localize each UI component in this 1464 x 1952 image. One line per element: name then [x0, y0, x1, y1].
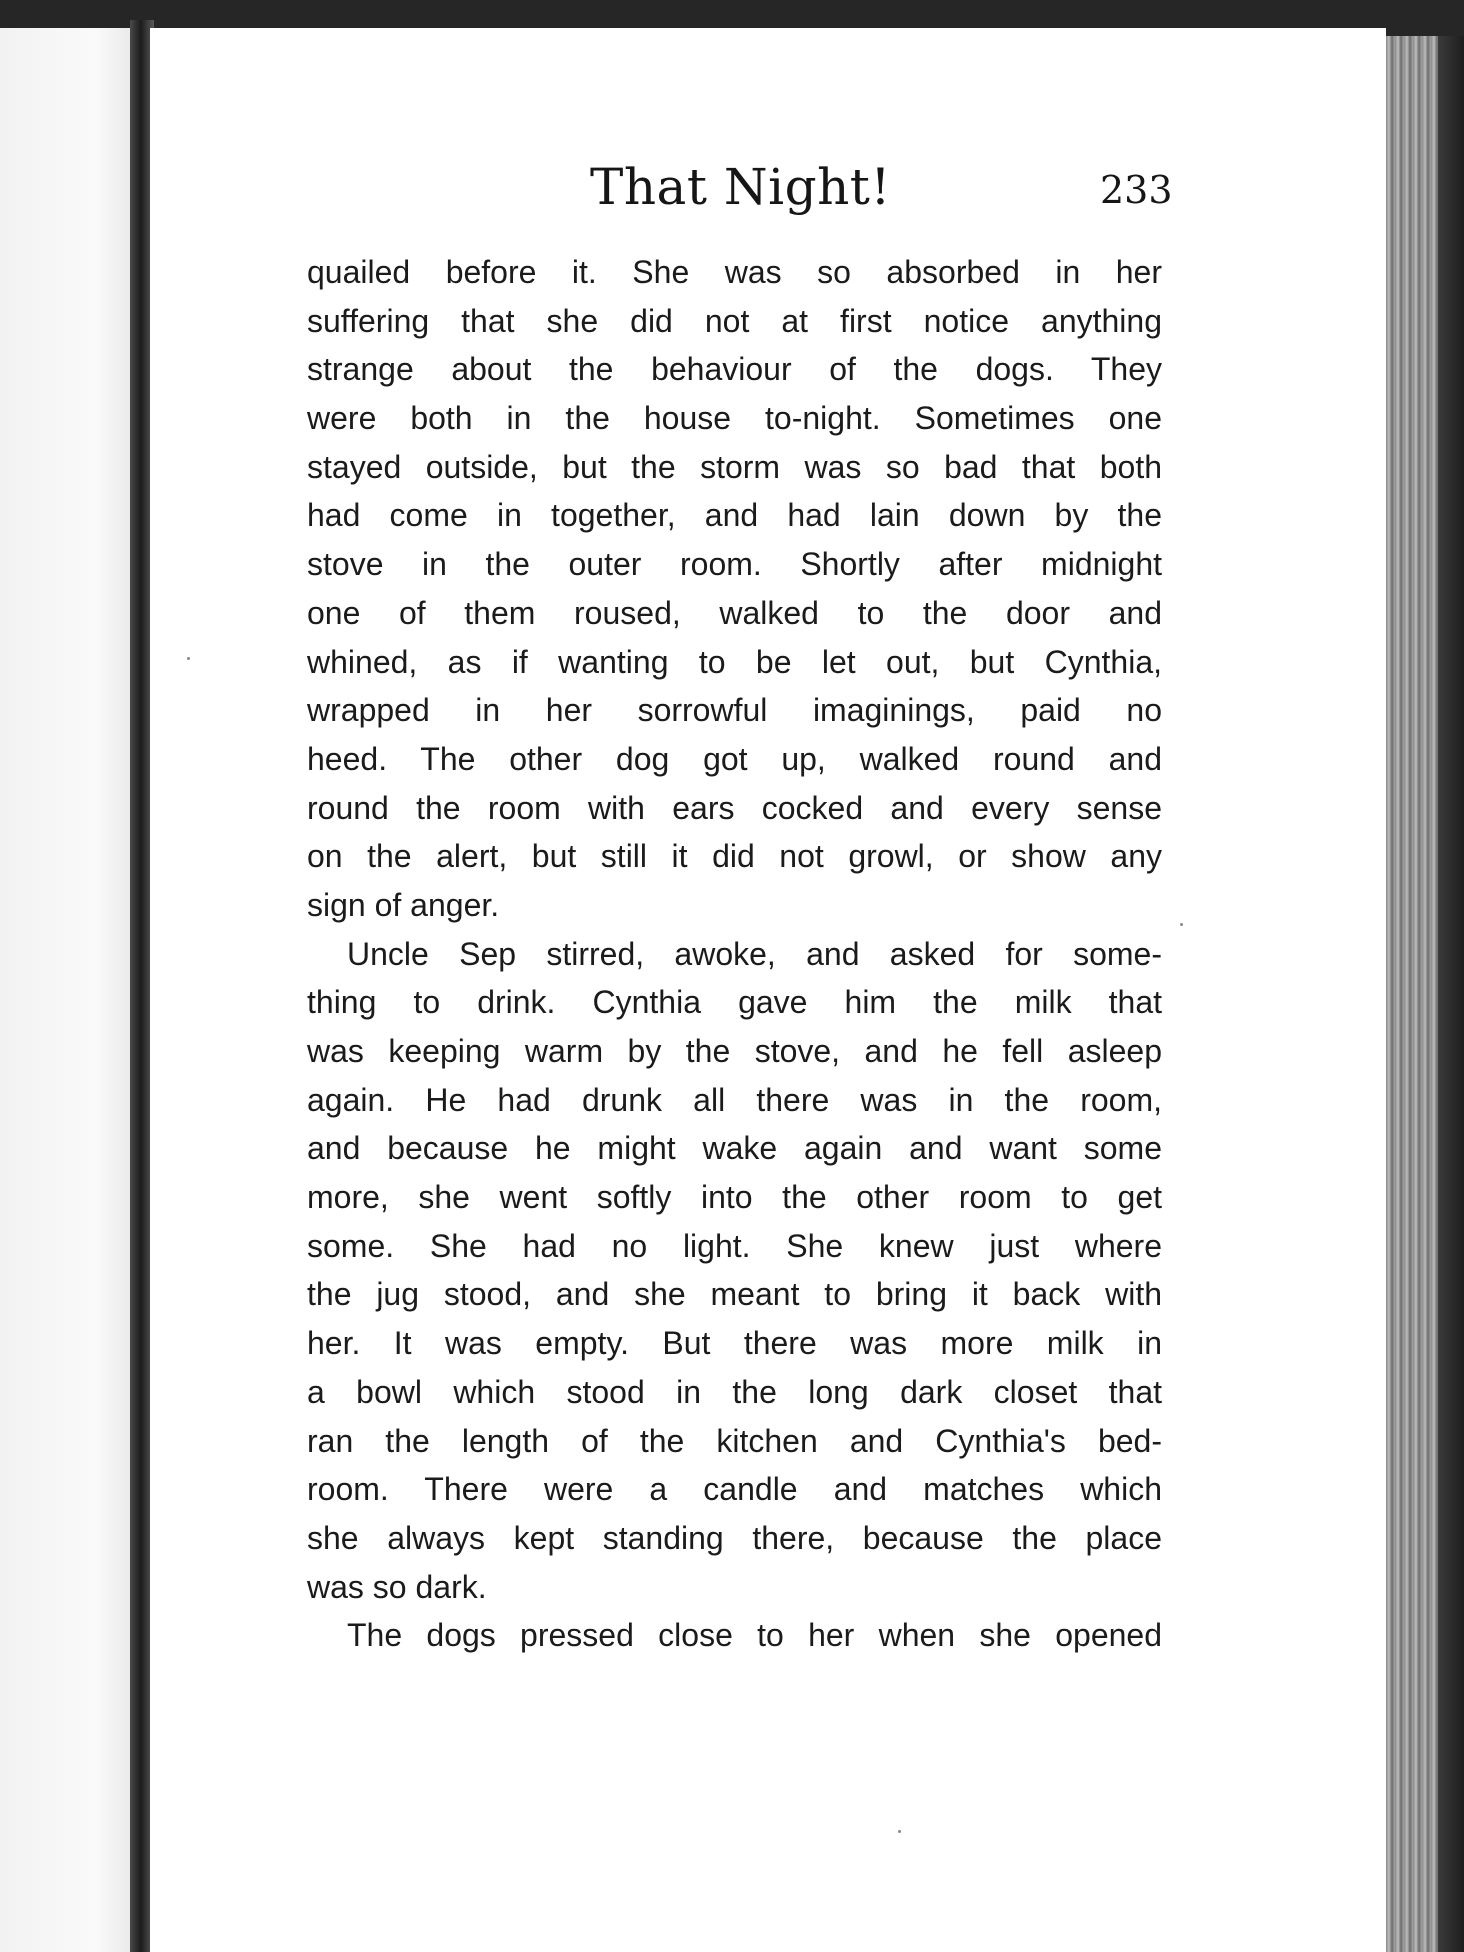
text-line: was keeping warm by the stove, and he fell asleep	[307, 1033, 1162, 1069]
text-line: and because he might wake again and want some	[307, 1130, 1162, 1167]
text-line: the jug stood, and she meant to bring it back with	[307, 1276, 1162, 1313]
text-line: whined, as if wanting to be let out, but Cynthia,	[307, 643, 1162, 680]
text-line: were both in the house to-night. Sometimes one	[307, 400, 1162, 437]
text-line: room. There were a candle and matches which	[307, 1471, 1162, 1508]
text-line: had come in together, and had lain down by the	[307, 497, 1162, 534]
text-line: sign of anger.	[307, 886, 500, 923]
text-line: heed. The other dog got up, walked round and	[307, 740, 1162, 777]
text-line: a bowl which stood in the long dark closet that	[307, 1373, 1162, 1410]
text-line: some. She had no light. She knew just where	[307, 1227, 1162, 1264]
text-line: wrapped in her sorrowful imaginings, paid no	[307, 692, 1162, 729]
running-head: That Night!	[590, 158, 891, 216]
scan-speck	[898, 1830, 901, 1833]
text-line: stayed outside, but the storm was so bad that both	[307, 448, 1162, 485]
body-text	[307, 248, 1162, 1660]
scan-speck	[187, 657, 190, 660]
left-page	[0, 28, 136, 1952]
text-line: ran the length of the kitchen and Cynthia's bed-	[307, 1422, 1162, 1459]
text-line: suffering that she did not at first notice anything	[307, 302, 1162, 339]
text-line: one of them roused, walked to the door and	[307, 594, 1162, 631]
text-line: stove in the outer room. Shortly after midnight	[307, 546, 1162, 583]
text-line: was so dark.	[307, 1568, 487, 1605]
text-line: Uncle Sep stirred, awoke, and asked for some-	[347, 935, 1162, 972]
text-line: she always kept standing there, because the place	[307, 1519, 1162, 1556]
text-line: again. He had drunk all there was in the room,	[307, 1081, 1162, 1118]
page-header	[150, 150, 1386, 230]
text-line: The dogs pressed close to her when she opened	[347, 1617, 1162, 1654]
text-line: quailed before it. She was so absorbed in her	[307, 254, 1162, 290]
text-line: thing to drink. Cynthia gave him the milk that	[307, 984, 1162, 1021]
page-edges	[1386, 36, 1464, 1952]
text-line: strange about the behaviour of the dogs. They	[307, 351, 1162, 388]
page-number: 233	[1100, 168, 1173, 212]
text-line: round the room with ears cocked and every sense	[307, 789, 1162, 826]
text-line: on the alert, but still it did not growl, or show any	[307, 838, 1162, 875]
text-line: her. It was empty. But there was more milk in	[307, 1325, 1162, 1362]
scan-speck	[1180, 923, 1183, 926]
text-line: more, she went softly into the other room to get	[307, 1179, 1162, 1216]
